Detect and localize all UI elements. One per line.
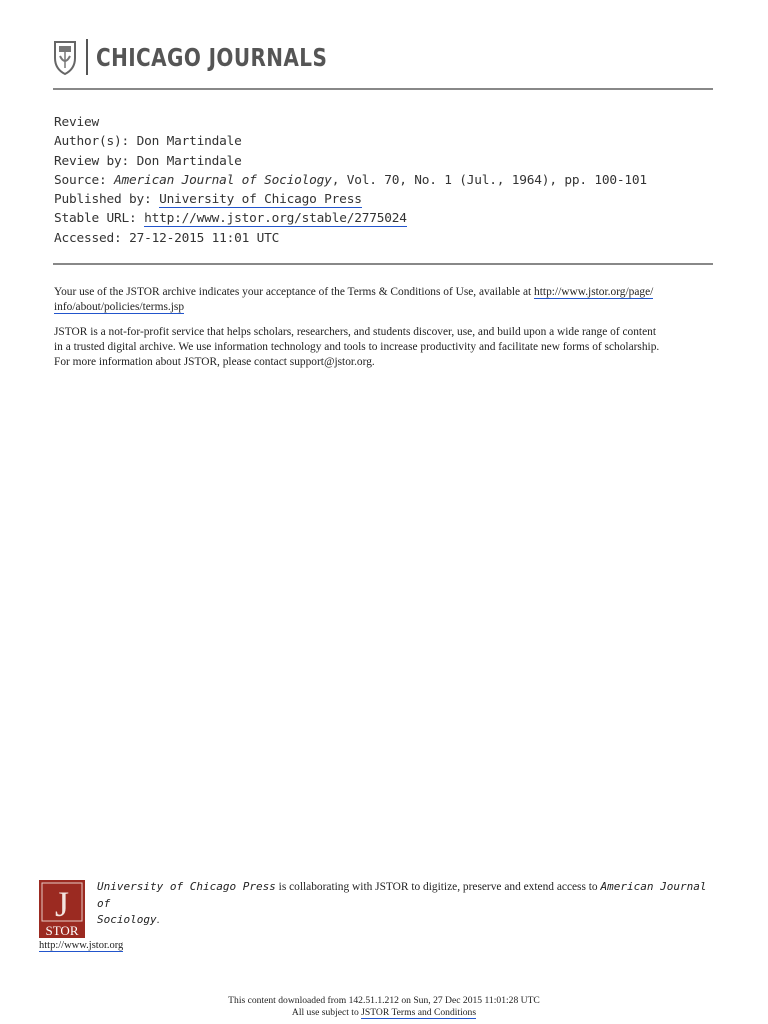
terms-link[interactable]: http://www.jstor.org/page/ info/about/policies/terms.jsp (54, 286, 654, 313)
terms-footer-line: All use subject to JSTOR Terms and Conditions (291, 1006, 477, 1018)
logo-divider (86, 39, 88, 75)
source-details: , Vol. 70, No. 1 (Jul., 1964), pp. 100-101 (331, 172, 647, 188)
logo-text: CHICAGO JOURNALS (96, 42, 328, 72)
jstor-logo-letter: J (54, 884, 70, 924)
citation-metadata (54, 113, 647, 248)
authors-value: Don Martindale (136, 134, 242, 150)
review-by-value: Don Martindale (136, 153, 242, 169)
accessed-line: Accessed: 27-12-2015 11:01 UTC (54, 230, 280, 246)
university-crest-icon (52, 38, 78, 76)
collab-journal-a: American Journal of (97, 880, 707, 910)
jstor-home-link[interactable]: http://www.jstor.org (39, 940, 124, 951)
item-type: Review (54, 115, 100, 130)
top-rule (53, 88, 713, 90)
jstor-url (39, 940, 123, 951)
terms-paragraph: Your use of the JSTOR archive indicates your acceptance of the Terms & Conditions of Use, available at http://www.jstor.org/page/ info/about/policies/terms.jsp (54, 286, 654, 313)
stable-url-link[interactable]: http://www.jstor.org/stable/2775024 (144, 211, 407, 227)
publisher-link[interactable]: University of Chicago Press (159, 192, 362, 208)
review-by-line: Review by: Don Martindale (54, 153, 242, 169)
download-info: This content downloaded from 142.51.1.212 on Sun, 27 Dec 2015 11:01:28 UTC (228, 995, 540, 1006)
source-journal: American Journal of Sociology (114, 172, 332, 188)
collaboration-statement: University of Chicago Press is collaborating with JSTOR to digitize, preserve and extend access to American Journal of Sociology. (97, 880, 707, 926)
jstor-info-paragraph: JSTOR is a not-for-profit service that helps scholars, researchers, and students discover, use, and build upon a wide range of content in a trusted digital archive. We use information technology and tools to increase productivity and facilitate new forms of scholarship. For more information about JSTOR, please contact support@jstor.org. (54, 326, 660, 368)
jstor-logo-icon (39, 880, 85, 938)
stable-url-line: Stable URL: http://www.jstor.org/stable/2775024 (54, 211, 407, 227)
collab-journal-b: Sociology (97, 913, 157, 926)
source-line: Source: American Journal of Sociology, Vol. 70, No. 1 (Jul., 1964), pp. 100-101 (54, 172, 647, 188)
terms-notice (54, 285, 714, 380)
middle-rule (53, 263, 713, 265)
published-line: Published by: University of Chicago Press (54, 192, 362, 208)
accessed-value: 27-12-2015 11:01 UTC (129, 230, 280, 246)
jstor-logo-word: STOR (45, 923, 79, 938)
download-footer (0, 995, 768, 1018)
terms-conditions-link[interactable]: JSTOR Terms and Conditions (361, 1006, 477, 1018)
authors-line: Author(s): Don Martindale (54, 134, 242, 150)
collab-publisher: University of Chicago Press (97, 880, 276, 893)
chicago-journals-logo (52, 38, 385, 76)
